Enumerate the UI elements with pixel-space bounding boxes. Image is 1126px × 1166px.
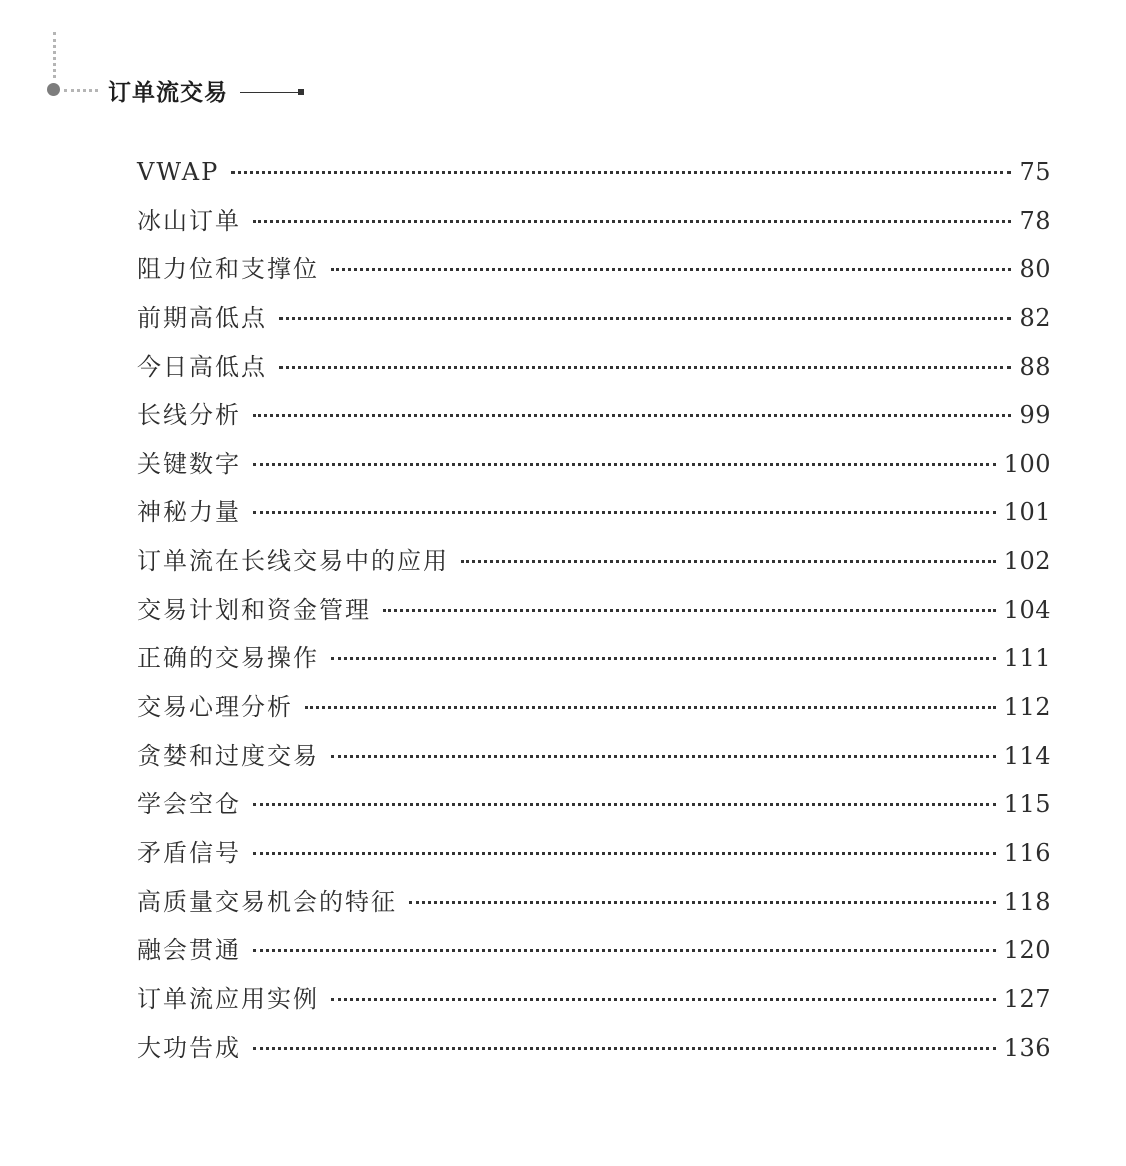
- toc-entry-title: 高质量交易机会的特征: [137, 887, 397, 916]
- toc-entry-title: 订单流应用实例: [137, 984, 319, 1013]
- toc-entry-page-number: 120: [1003, 936, 1051, 965]
- toc-dot-leader: [253, 414, 1011, 417]
- toc-entry[interactable]: [137, 1024, 1051, 1073]
- toc-dot-leader: [305, 706, 996, 709]
- toc-entry-page-number: 116: [1003, 838, 1051, 867]
- toc-entry[interactable]: [137, 780, 1051, 829]
- toc-dot-leader: [383, 609, 996, 612]
- toc-entry-page-number: 115: [1003, 790, 1051, 819]
- toc-entry[interactable]: [137, 975, 1051, 1024]
- toc-entry-title: 长线分析: [137, 401, 241, 430]
- toc-entry-page-number: 112: [1003, 693, 1051, 722]
- toc-entry[interactable]: [137, 245, 1051, 294]
- toc-entry-title: 交易计划和资金管理: [137, 595, 371, 624]
- vertical-dotted-line: [53, 32, 56, 78]
- toc-entry[interactable]: [137, 343, 1051, 392]
- header-rule-end-icon: [298, 89, 304, 95]
- toc-dot-leader: [331, 657, 996, 660]
- toc-entry-page-number: 75: [1019, 158, 1051, 186]
- horizontal-dotted-line: [64, 89, 98, 92]
- toc-entry-page-number: 88: [1019, 352, 1051, 381]
- toc-entry-title: 阻力位和支撑位: [137, 255, 319, 284]
- toc-entry-page-number: 78: [1019, 206, 1051, 235]
- toc-dot-leader: [253, 463, 996, 466]
- toc-dot-leader: [253, 949, 996, 952]
- toc-entry-page-number: 111: [1003, 644, 1051, 673]
- toc-entry-page-number: 102: [1003, 547, 1051, 576]
- header-rule-line: [240, 92, 298, 93]
- toc-entry-title: 贪婪和过度交易: [137, 741, 319, 770]
- toc-entry[interactable]: [137, 197, 1051, 246]
- toc-dot-leader: [331, 755, 996, 758]
- toc-entry[interactable]: [137, 878, 1051, 927]
- toc-entry-page-number: 100: [1003, 449, 1051, 478]
- toc-entry-page-number: 118: [1003, 887, 1051, 916]
- toc-entry[interactable]: [137, 683, 1051, 732]
- toc-entry[interactable]: [137, 391, 1051, 440]
- toc-entry[interactable]: [137, 488, 1051, 537]
- toc-entry-title: 大功告成: [137, 1033, 241, 1062]
- toc-entry-title: 矛盾信号: [137, 838, 241, 867]
- toc-entry-title: 神秘力量: [137, 498, 241, 527]
- toc-entry[interactable]: [137, 634, 1051, 683]
- table-of-contents: [137, 148, 1051, 1072]
- toc-entry-title: 订单流在长线交易中的应用: [137, 547, 449, 576]
- toc-entry[interactable]: [137, 148, 1051, 197]
- header-dot-icon: [47, 83, 60, 96]
- toc-entry-title: 关键数字: [137, 449, 241, 478]
- toc-dot-leader: [279, 366, 1011, 369]
- toc-entry[interactable]: [137, 586, 1051, 635]
- toc-entry-title: 前期高低点: [137, 303, 267, 332]
- toc-dot-leader: [253, 220, 1011, 223]
- toc-entry-title: 学会空仓: [137, 790, 241, 819]
- toc-entry-page-number: 99: [1019, 401, 1051, 430]
- toc-dot-leader: [461, 560, 996, 563]
- toc-entry[interactable]: [137, 537, 1051, 586]
- toc-entry-page-number: 104: [1003, 595, 1051, 624]
- toc-entry-page-number: 80: [1019, 255, 1051, 284]
- toc-dot-leader: [279, 317, 1011, 320]
- toc-dot-leader: [253, 852, 996, 855]
- toc-entry-title: 正确的交易操作: [137, 644, 319, 673]
- toc-entry[interactable]: [137, 829, 1051, 878]
- toc-entry[interactable]: [137, 732, 1051, 781]
- toc-entry-title: VWAP: [137, 158, 220, 186]
- toc-entry-title: 冰山订单: [137, 206, 241, 235]
- toc-dot-leader: [409, 901, 996, 904]
- toc-entry-page-number: 82: [1019, 303, 1051, 332]
- toc-dot-leader: [331, 998, 996, 1001]
- toc-dot-leader: [253, 803, 996, 806]
- toc-entry-title: 交易心理分析: [137, 693, 293, 722]
- toc-entry-page-number: 101: [1003, 498, 1051, 527]
- toc-entry[interactable]: [137, 294, 1051, 343]
- toc-entry-page-number: 127: [1003, 984, 1051, 1013]
- toc-dot-leader: [231, 171, 1011, 174]
- toc-entry-page-number: 136: [1003, 1033, 1051, 1062]
- toc-entry[interactable]: [137, 440, 1051, 489]
- toc-entry[interactable]: [137, 926, 1051, 975]
- toc-entry-page-number: 114: [1003, 741, 1051, 770]
- toc-entry-title: 今日高低点: [137, 352, 267, 381]
- page-header: [0, 0, 420, 110]
- toc-dot-leader: [331, 268, 1011, 271]
- toc-entry-title: 融会贯通: [137, 936, 241, 965]
- toc-dot-leader: [253, 1047, 996, 1050]
- book-title: 订单流交易: [108, 79, 228, 106]
- toc-dot-leader: [253, 511, 996, 514]
